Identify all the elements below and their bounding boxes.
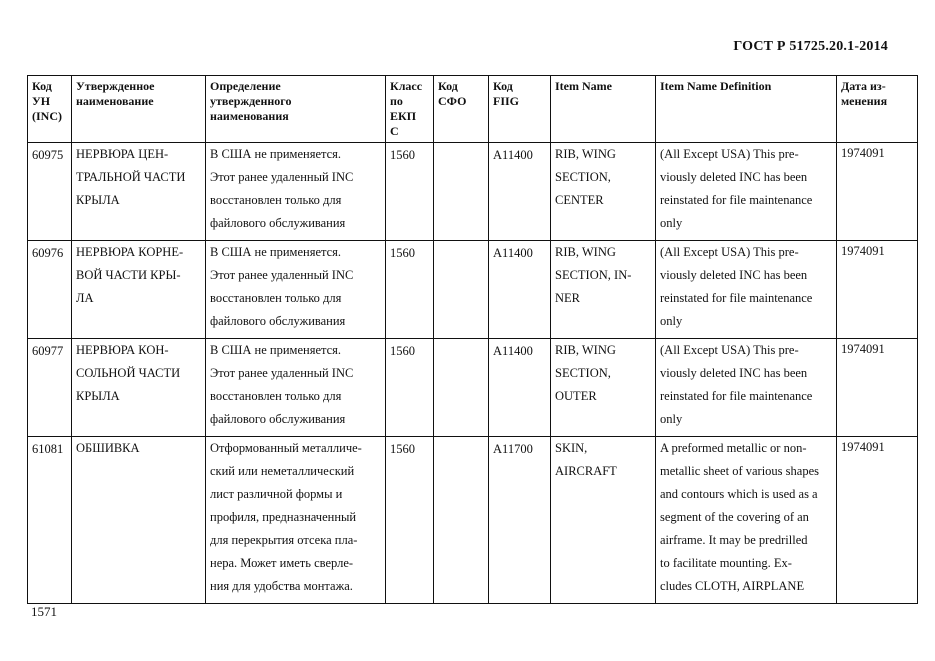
text-line: КРЫЛА bbox=[76, 193, 120, 207]
approved-name-cell bbox=[72, 437, 206, 604]
text-line: SKIN, bbox=[555, 441, 588, 455]
text-line: восстановлен только для bbox=[210, 193, 342, 207]
text-line: reinstated for file maintenance bbox=[660, 193, 813, 207]
table-header-row bbox=[28, 76, 918, 143]
text-line: по bbox=[390, 94, 403, 108]
data-table bbox=[27, 75, 918, 604]
text-line: RIB, WING bbox=[555, 245, 616, 259]
approved-name-cell bbox=[72, 241, 206, 339]
column-header bbox=[434, 76, 489, 143]
text-line: НЕРВЮРА КОН- bbox=[76, 343, 169, 357]
text-line: to facilitate mounting. Ex- bbox=[660, 556, 792, 570]
item-definition-cell bbox=[656, 437, 837, 604]
sfo-code-cell bbox=[434, 143, 489, 241]
text-line: Класс bbox=[390, 79, 423, 93]
inc-code-cell: 60976 bbox=[28, 241, 72, 339]
text-line: NER bbox=[555, 291, 580, 305]
text-line: НЕРВЮРА КОРНЕ- bbox=[76, 245, 184, 259]
approved-name-cell bbox=[72, 143, 206, 241]
text-line: (All Except USA) This pre- bbox=[660, 343, 799, 357]
definition-cell bbox=[206, 143, 386, 241]
item-definition-cell bbox=[656, 143, 837, 241]
column-header bbox=[386, 76, 434, 143]
text-line: утвержденного bbox=[210, 94, 292, 108]
text-line: only bbox=[660, 216, 683, 230]
inc-code-cell: 60975 bbox=[28, 143, 72, 241]
text-line: для перекрытия отсека пла- bbox=[210, 533, 358, 547]
text-line: Этот ранее удаленный INC bbox=[210, 170, 354, 184]
fiig-code-cell: A11700 bbox=[489, 437, 551, 604]
class-cell: 1560 bbox=[386, 143, 434, 241]
text-line: Дата из- bbox=[841, 79, 886, 93]
sfo-code-cell bbox=[434, 437, 489, 604]
text-line: лист различной формы и bbox=[210, 487, 343, 501]
text-line: ОБШИВКА bbox=[76, 441, 140, 455]
text-line: Этот ранее удаленный INC bbox=[210, 366, 354, 380]
text-line: Код bbox=[438, 79, 458, 93]
text-line: В США не применяется. bbox=[210, 245, 342, 259]
text-line: ский или неметаллический bbox=[210, 464, 355, 478]
text-line: Отформованный металличе- bbox=[210, 441, 362, 455]
column-header bbox=[489, 76, 551, 143]
text-line: файлового обслуживания bbox=[210, 314, 346, 328]
text-line: viously deleted INC has been bbox=[660, 366, 808, 380]
page-number: 1571 bbox=[31, 604, 57, 619]
text-line: восстановлен только для bbox=[210, 291, 342, 305]
inc-code-cell: 61081 bbox=[28, 437, 72, 604]
text-line: (INC) bbox=[32, 109, 62, 123]
column-header bbox=[551, 76, 656, 143]
definition-cell bbox=[206, 241, 386, 339]
text-line: SECTION, bbox=[555, 366, 611, 380]
inc-code-cell: 60977 bbox=[28, 339, 72, 437]
definition-cell bbox=[206, 339, 386, 437]
text-line: segment of the covering of an bbox=[660, 510, 809, 524]
text-line: viously deleted INC has been bbox=[660, 170, 808, 184]
item-name-cell bbox=[551, 437, 656, 604]
definition-cell bbox=[206, 437, 386, 604]
text-line: Item Name bbox=[555, 79, 612, 93]
item-name-cell bbox=[551, 143, 656, 241]
text-line: (All Except USA) This pre- bbox=[660, 147, 799, 161]
fiig-code-cell: A11400 bbox=[489, 241, 551, 339]
text-line: viously deleted INC has been bbox=[660, 268, 808, 282]
table-row bbox=[28, 241, 918, 339]
text-line: metallic sheet of various shapes bbox=[660, 464, 819, 478]
change-date-cell: 1974091 bbox=[837, 339, 918, 437]
text-line: В США не применяется. bbox=[210, 147, 342, 161]
column-header bbox=[656, 76, 837, 143]
text-line: файлового обслуживания bbox=[210, 412, 346, 426]
text-line: SECTION, IN- bbox=[555, 268, 632, 282]
class-cell: 1560 bbox=[386, 241, 434, 339]
text-line: ЛА bbox=[76, 291, 94, 305]
text-line: Item Name Definition bbox=[660, 79, 772, 93]
text-line: СФО bbox=[438, 94, 467, 108]
item-name-cell bbox=[551, 339, 656, 437]
text-line: reinstated for file maintenance bbox=[660, 389, 813, 403]
text-line: менения bbox=[841, 94, 888, 108]
sfo-code-cell bbox=[434, 339, 489, 437]
text-line: and contours which is used as a bbox=[660, 487, 818, 501]
fiig-code-cell: A11400 bbox=[489, 339, 551, 437]
text-line: файлового обслуживания bbox=[210, 216, 346, 230]
item-name-cell bbox=[551, 241, 656, 339]
change-date-cell: 1974091 bbox=[837, 437, 918, 604]
sfo-code-cell bbox=[434, 241, 489, 339]
fiig-code-cell: A11400 bbox=[489, 143, 551, 241]
column-header bbox=[72, 76, 206, 143]
text-line: OUTER bbox=[555, 389, 597, 403]
text-line: наименования bbox=[210, 109, 289, 123]
table-row bbox=[28, 339, 918, 437]
text-line: only bbox=[660, 412, 683, 426]
text-line: CENTER bbox=[555, 193, 604, 207]
text-line: В США не применяется. bbox=[210, 343, 342, 357]
text-line: ЕКП bbox=[390, 109, 417, 123]
item-definition-cell bbox=[656, 241, 837, 339]
text-line: Код bbox=[32, 79, 52, 93]
item-definition-cell bbox=[656, 339, 837, 437]
column-header bbox=[28, 76, 72, 143]
text-line: airframe. It may be predrilled bbox=[660, 533, 808, 547]
class-cell: 1560 bbox=[386, 339, 434, 437]
change-date-cell: 1974091 bbox=[837, 143, 918, 241]
text-line: Определение bbox=[210, 79, 281, 93]
text-line: cludes CLOTH, AIRPLANE bbox=[660, 579, 805, 593]
text-line: НЕРВЮРА ЦЕН- bbox=[76, 147, 169, 161]
text-line: AIRCRAFT bbox=[555, 464, 617, 478]
column-header bbox=[206, 76, 386, 143]
text-line: СОЛЬНОЙ ЧАСТИ bbox=[76, 366, 181, 380]
text-line: A preformed metallic or non- bbox=[660, 441, 807, 455]
text-line: Этот ранее удаленный INC bbox=[210, 268, 354, 282]
approved-name-cell bbox=[72, 339, 206, 437]
text-line: Код bbox=[493, 79, 513, 93]
text-line: восстановлен только для bbox=[210, 389, 342, 403]
column-header bbox=[837, 76, 918, 143]
text-line: ния для удобства монтажа. bbox=[210, 579, 353, 593]
document-code: ГОСТ Р 51725.20.1-2014 bbox=[733, 39, 888, 54]
text-line: КРЫЛА bbox=[76, 389, 120, 403]
text-line: УН bbox=[32, 94, 51, 108]
text-line: ТРАЛЬНОЙ ЧАСТИ bbox=[76, 170, 186, 184]
text-line: нера. Может иметь сверле- bbox=[210, 556, 354, 570]
text-line: наименование bbox=[76, 94, 154, 108]
text-line: RIB, WING bbox=[555, 147, 616, 161]
table-row bbox=[28, 143, 918, 241]
text-line: SECTION, bbox=[555, 170, 611, 184]
text-line: ВОЙ ЧАСТИ КРЫ- bbox=[76, 268, 181, 282]
text-line: only bbox=[660, 314, 683, 328]
change-date-cell: 1974091 bbox=[837, 241, 918, 339]
text-line: FIIG bbox=[493, 94, 520, 108]
table-row bbox=[28, 437, 918, 604]
text-line: С bbox=[390, 124, 399, 138]
text-line: RIB, WING bbox=[555, 343, 616, 357]
text-line: профиля, предназначенный bbox=[210, 510, 357, 524]
text-line: Утвержденное bbox=[76, 79, 155, 93]
class-cell: 1560 bbox=[386, 437, 434, 604]
text-line: (All Except USA) This pre- bbox=[660, 245, 799, 259]
text-line: reinstated for file maintenance bbox=[660, 291, 813, 305]
